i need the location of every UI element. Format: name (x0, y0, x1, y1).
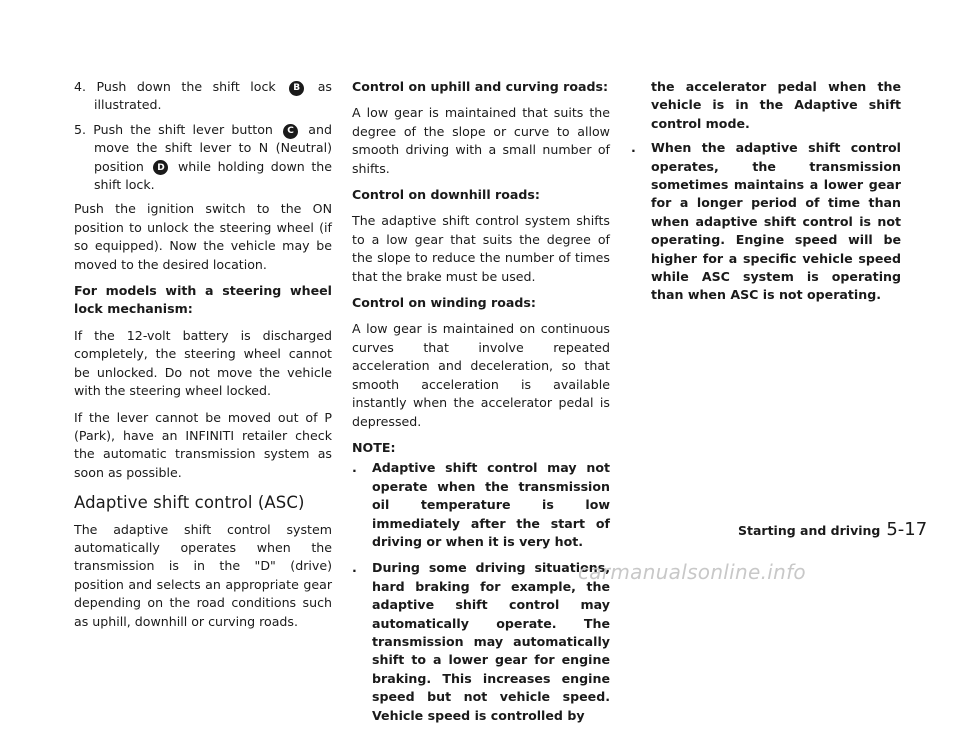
battery-paragraph: If the 12-volt battery is discharged completely, the steering wheel cannot be unlocked. Do not move the vehicle with the steering wheel locked. (74, 327, 332, 399)
bullet-icon: . (352, 460, 357, 476)
marker-b-icon: B (289, 81, 304, 96)
downhill-heading: Control on downhill roads: (352, 187, 540, 203)
note-bullet-2-continued: the accelerator pedal when the vehicle is in the Adaptive shift control mode. (651, 79, 901, 131)
ignition-paragraph: Push the ignition switch to the ON position to unlock the steering wheel (if so equipped). Now the vehicle may be moved to the desired location. (74, 201, 332, 272)
bullet-icon: . (352, 560, 357, 576)
uphill-paragraph: A low gear is maintained that suits the degree of the slope or curve to allow smooth driving with a small number of shifts. (352, 105, 610, 176)
footer-section: Starting and driving (738, 523, 881, 538)
column-right (631, 78, 901, 313)
section-title: Adaptive shift control (ASC) (74, 493, 305, 513)
page-footer (738, 519, 927, 540)
note-bullet-2: . During some driving situations, hard braking for example, the adaptive shift control may automatically operate. The transmission may automatically shift to a lower gear for engine braking. This increases engine speed but not vehicle speed. Vehicle speed is controlled by (352, 560, 610, 723)
uphill-heading: Control on uphill and curving roads: (352, 79, 609, 94)
steering-lock-heading: For models with a steering wheel lock mechanism: (74, 283, 332, 317)
step-4: 4. Push down the shift lock B as illustrated. (74, 79, 332, 113)
winding-paragraph: A low gear is maintained on continuous curves that involve repeated acceleration and deceleration, so that smooth acceleration is available instantly when the accelerator pedal is depressed. (352, 321, 610, 429)
retailer-paragraph: If the lever cannot be moved out of P (Park), have an INFINITI retailer check the automatic transmission system as soon as possible. (74, 409, 332, 480)
page-number: 5-17 (886, 519, 928, 540)
note-bullet-1: . Adaptive shift control may not operate when the transmission oil temperature is low immediately after the start of driving or when it is very hot. (352, 460, 610, 549)
bullet-icon: . (631, 140, 636, 156)
column-middle (352, 78, 610, 733)
marker-c-icon: C (283, 124, 298, 139)
asc-intro-paragraph: The adaptive shift control system automatically operates when the transmission is in the "D" (drive) position and selects an appropriate gear depending on the road conditions such as uphill, downhill or curving roads. (74, 521, 332, 629)
downhill-paragraph: The adaptive shift control system shifts to a low gear that suits the degree of the slope to reduce the number of times that the brake must be used. (352, 213, 610, 284)
winding-heading: Control on winding roads: (352, 295, 536, 311)
note-bullet-3: . When the adaptive shift control operates, the transmission sometimes maintains a lower gear for a longer period of time than when adaptive shift control is not operating. Engine speed will be higher for a specific vehicle speed while ASC system is operating than when ASC is not operating. (631, 140, 901, 303)
watermark: carmanualsonline.info (578, 560, 806, 584)
column-left (74, 78, 332, 639)
note-label: NOTE: (352, 439, 396, 455)
step-5: 5. Push the shift lever button C and move the shift lever to N (Neutral) position D while holding down the shift lock. (74, 121, 332, 193)
marker-d-icon: D (153, 160, 168, 175)
